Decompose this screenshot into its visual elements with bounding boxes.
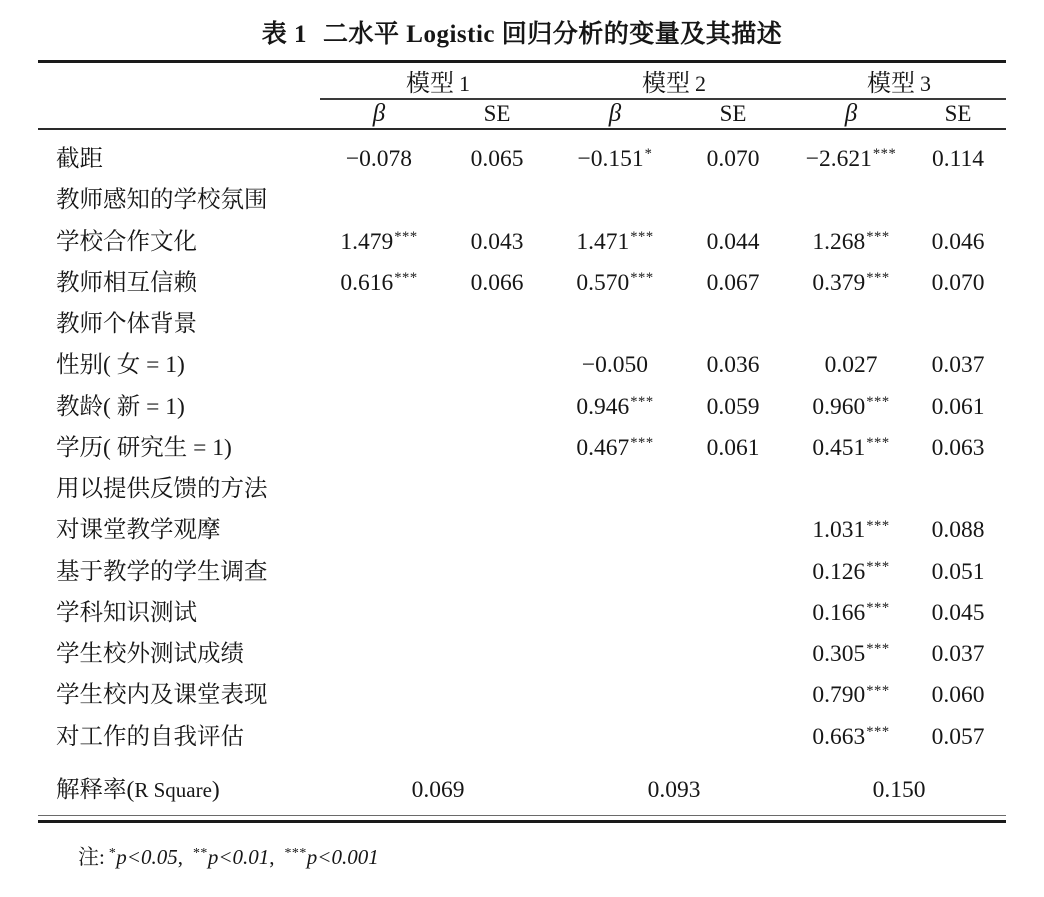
significance-stars: *** — [630, 270, 654, 287]
r-square-model-1: 0.069 — [411, 776, 465, 803]
cell-m1-beta — [320, 387, 438, 428]
table-row — [38, 717, 1006, 758]
table-bottom-rule — [38, 815, 1006, 821]
model-group-1-label: 模型 — [406, 71, 454, 97]
cell-m2-se — [674, 510, 792, 551]
r-square-model-3: 0.150 — [872, 776, 926, 803]
cell-value: 0.045 — [931, 599, 985, 626]
model-group-1-number: 1 — [459, 71, 470, 96]
cell-m1-se — [438, 180, 556, 221]
cell-m1-se — [438, 129, 556, 180]
cell-m1-beta — [320, 717, 438, 758]
row-label: 基于教学的学生调查 — [56, 558, 268, 585]
cell-m3-se — [910, 180, 1006, 221]
cell-m2-se — [674, 180, 792, 221]
cell-m1-beta — [320, 510, 438, 551]
m2-se-header: SE — [719, 101, 747, 126]
cell-m3-beta — [792, 180, 910, 221]
r-square-model-2: 0.093 — [647, 776, 701, 803]
model-group-3-number: 3 — [920, 71, 931, 96]
cell-m1-beta — [320, 552, 438, 593]
row-label: 截距 — [56, 146, 103, 172]
footnote-text: p<0.05 — [116, 844, 178, 869]
row-label: 用以提供反馈的方法 — [56, 476, 268, 502]
significance-stars: *** — [866, 435, 890, 452]
cell-m1-se — [438, 469, 556, 510]
significance-stars: *** — [866, 558, 890, 575]
cell-value: 0.046 — [931, 228, 985, 255]
cell-value: 0.063 — [931, 434, 985, 461]
cell-m2-beta — [556, 552, 674, 593]
table-row — [38, 222, 1006, 263]
cell-value: 0.305 — [812, 641, 866, 667]
cell-value: 0.467 — [576, 434, 630, 461]
cell-m1-beta — [320, 469, 438, 510]
cell-value: −0.078 — [345, 146, 413, 172]
footnote-stars: * — [108, 844, 117, 860]
cell-m3-se — [910, 675, 1006, 716]
cell-m2-beta — [556, 387, 674, 428]
significance-stars: *** — [866, 270, 890, 287]
cell-value: 1.479 — [340, 228, 394, 255]
cell-m1-se — [438, 717, 556, 758]
row-label: 教龄( 新 = 1) — [56, 393, 185, 420]
cell-m3-se — [910, 428, 1006, 469]
model-group-2 — [556, 62, 792, 99]
cell-value: 0.790 — [812, 682, 866, 709]
significance-stars: *** — [630, 393, 654, 410]
footnote-item — [193, 845, 275, 869]
cell-m1-beta — [320, 222, 438, 263]
cell-m1-se — [438, 222, 556, 263]
m1-beta-header: β — [372, 100, 386, 127]
row-label: 对工作的自我评估 — [56, 723, 244, 750]
significance-stars: *** — [394, 270, 418, 287]
significance-stars: *** — [866, 682, 890, 699]
cell-value: 0.616 — [340, 269, 394, 296]
cell-m2-beta — [556, 345, 674, 386]
cell-m2-se — [674, 593, 792, 634]
cell-m2-beta — [556, 222, 674, 263]
cell-value: 0.070 — [706, 146, 760, 172]
cell-m2-se — [674, 675, 792, 716]
cell-value: 0.043 — [470, 228, 524, 255]
cell-value: −0.050 — [581, 352, 649, 379]
cell-m1-beta — [320, 428, 438, 469]
r-square-label: 解释率(R Square) — [56, 776, 220, 803]
cell-value: 0.663 — [812, 723, 866, 750]
cell-m3-beta — [792, 222, 910, 263]
cell-value: 1.031 — [812, 517, 866, 544]
cell-value: 0.059 — [706, 393, 760, 420]
cell-value: 0.570 — [576, 269, 630, 296]
cell-m3-se — [910, 717, 1006, 758]
cell-value: 0.451 — [812, 434, 866, 461]
significance-stars: *** — [866, 228, 890, 245]
cell-m2-beta — [556, 304, 674, 345]
cell-m1-beta — [320, 593, 438, 634]
section-heading-row — [38, 304, 1006, 345]
cell-value: 0.070 — [931, 269, 985, 296]
cell-m3-se — [910, 304, 1006, 345]
cell-m2-beta — [556, 129, 674, 180]
significance-stars: *** — [866, 517, 890, 534]
cell-m3-beta — [792, 634, 910, 675]
cell-m1-se — [438, 510, 556, 551]
cell-m2-se — [674, 717, 792, 758]
empty-corner-cell — [38, 62, 320, 99]
cell-m3-beta — [792, 593, 910, 634]
m2-beta-header: β — [608, 100, 622, 127]
row-label: 教师相互信赖 — [56, 269, 197, 296]
cell-m2-se — [674, 345, 792, 386]
footnote-text: p<0.01 — [207, 844, 270, 869]
row-label: 学科知识测试 — [56, 599, 197, 626]
cell-m3-beta — [792, 263, 910, 304]
row-label: 学历( 研究生 = 1) — [56, 434, 232, 461]
page-title — [0, 0, 1044, 60]
table-number: 表 1 — [261, 21, 308, 48]
cell-m3-se — [910, 634, 1006, 675]
footnote-label: 注: — [78, 844, 105, 869]
cell-m2-se — [674, 552, 792, 593]
significance-stars: *** — [866, 723, 890, 740]
footnote-separator: , — [269, 844, 275, 869]
significance-stars: *** — [866, 641, 890, 658]
cell-m2-beta — [556, 263, 674, 304]
significance-stars: * — [644, 146, 653, 163]
significance-stars: *** — [866, 393, 890, 410]
cell-m3-se — [910, 263, 1006, 304]
cell-value: 1.268 — [812, 228, 866, 255]
table-row — [38, 510, 1006, 551]
cell-m3-beta — [792, 510, 910, 551]
cell-m3-se — [910, 510, 1006, 551]
cell-m3-beta — [792, 675, 910, 716]
significance-stars: *** — [630, 228, 654, 245]
table-row — [38, 428, 1006, 469]
cell-value: −2.621 — [805, 146, 872, 172]
regression-table — [38, 60, 1006, 823]
cell-m3-beta — [792, 717, 910, 758]
cell-m1-se — [438, 675, 556, 716]
cell-value: 0.946 — [576, 393, 630, 420]
cell-m3-se — [910, 345, 1006, 386]
cell-value: 1.471 — [576, 228, 630, 255]
cell-value: 0.166 — [812, 599, 866, 626]
model-group-1 — [320, 62, 556, 99]
table-container — [38, 60, 1006, 823]
row-label: 学校合作文化 — [56, 228, 197, 255]
cell-m3-se — [910, 387, 1006, 428]
cell-value: −0.151 — [577, 146, 644, 172]
table-row — [38, 593, 1006, 634]
table-row — [38, 552, 1006, 593]
cell-value: 0.051 — [931, 558, 985, 585]
model-group-3-label: 模型 — [867, 71, 915, 97]
table-row — [38, 634, 1006, 675]
cell-value: 0.126 — [812, 558, 866, 585]
cell-value: 0.057 — [931, 723, 985, 750]
model-group-3 — [792, 62, 1006, 99]
cell-m2-se — [674, 428, 792, 469]
footnote-stars: *** — [284, 844, 307, 860]
cell-m1-beta — [320, 345, 438, 386]
cell-value: 0.067 — [706, 269, 760, 296]
row-label: 学生校外测试成绩 — [56, 641, 244, 667]
section-heading-row — [38, 469, 1006, 510]
r-square-row — [38, 758, 1006, 816]
model-group-header-row — [38, 62, 1006, 99]
cell-value: 0.960 — [812, 393, 866, 420]
cell-m2-beta — [556, 428, 674, 469]
m3-se-header: SE — [944, 101, 972, 126]
cell-value: 0.036 — [706, 352, 760, 379]
table-row — [38, 387, 1006, 428]
cell-m2-beta — [556, 717, 674, 758]
row-label: 对课堂教学观摩 — [56, 517, 221, 544]
cell-m3-se — [910, 552, 1006, 593]
footnote-item — [109, 845, 183, 869]
cell-m1-se — [438, 428, 556, 469]
model-group-2-label: 模型 — [642, 71, 690, 97]
section-heading-row — [38, 180, 1006, 221]
cell-m3-se — [910, 222, 1006, 263]
row-label: 性别( 女 = 1) — [56, 352, 185, 379]
footnote-item — [284, 845, 378, 869]
cell-m1-beta — [320, 180, 438, 221]
cell-m3-beta — [792, 304, 910, 345]
cell-m1-beta — [320, 129, 438, 180]
footnote-text: p<0.001 — [306, 844, 379, 869]
table-row — [38, 129, 1006, 180]
row-label: 学生校内及课堂表现 — [56, 682, 268, 709]
cell-m1-se — [438, 304, 556, 345]
cell-value: 0.379 — [812, 269, 866, 296]
cell-m3-beta — [792, 552, 910, 593]
table-body — [38, 129, 1006, 758]
footnote-stars: ** — [192, 844, 208, 860]
cell-m1-beta — [320, 304, 438, 345]
row-label: 教师感知的学校氛围 — [56, 187, 268, 214]
significance-stars: *** — [872, 146, 897, 163]
cell-m1-beta — [320, 675, 438, 716]
cell-m1-se — [438, 345, 556, 386]
cell-m2-beta — [556, 593, 674, 634]
cell-value: 0.088 — [931, 517, 985, 544]
model-group-2-number: 2 — [695, 71, 706, 96]
table-row — [38, 263, 1006, 304]
cell-m3-se — [910, 593, 1006, 634]
cell-m2-se — [674, 304, 792, 345]
table-row — [38, 345, 1006, 386]
cell-m1-se — [438, 263, 556, 304]
cell-m1-beta — [320, 263, 438, 304]
cell-m3-beta — [792, 469, 910, 510]
cell-m1-se — [438, 552, 556, 593]
cell-m3-beta — [792, 129, 910, 180]
table-title-text: 二水平 Logistic 回归分析的变量及其描述 — [323, 21, 783, 48]
cell-value: 0.037 — [931, 641, 985, 667]
significance-stars: *** — [866, 600, 890, 617]
cell-m2-beta — [556, 675, 674, 716]
cell-value: 0.114 — [931, 146, 984, 172]
cell-m2-se — [674, 469, 792, 510]
row-label: 教师个体背景 — [56, 311, 197, 337]
cell-m2-beta — [556, 510, 674, 551]
cell-m3-beta — [792, 428, 910, 469]
cell-m1-se — [438, 593, 556, 634]
cell-m2-beta — [556, 634, 674, 675]
cell-value: 0.044 — [706, 228, 760, 255]
cell-m2-beta — [556, 180, 674, 221]
cell-m1-se — [438, 634, 556, 675]
cell-value: 0.060 — [931, 682, 985, 709]
significance-stars: *** — [630, 435, 654, 452]
table-footnote — [38, 841, 1006, 871]
variable-column-header — [38, 99, 320, 128]
footnote-separator: , — [177, 844, 183, 869]
footnote-items — [109, 845, 389, 869]
cell-m3-beta — [792, 387, 910, 428]
cell-value: 0.061 — [931, 393, 985, 420]
table-row — [38, 675, 1006, 716]
cell-value: 0.027 — [824, 352, 878, 379]
m1-se-header: SE — [483, 101, 511, 126]
cell-value: 0.037 — [931, 352, 985, 379]
cell-value: 0.066 — [470, 269, 524, 296]
cell-m2-se — [674, 387, 792, 428]
cell-m2-se — [674, 634, 792, 675]
cell-value: 0.065 — [470, 146, 524, 172]
cell-m2-se — [674, 263, 792, 304]
m3-beta-header: β — [844, 100, 858, 127]
cell-value: 0.061 — [706, 434, 760, 461]
column-subheader-row — [38, 99, 1006, 128]
cell-m2-beta — [556, 469, 674, 510]
cell-m1-beta — [320, 634, 438, 675]
cell-m2-se — [674, 222, 792, 263]
cell-m2-se — [674, 129, 792, 180]
significance-stars: *** — [394, 228, 418, 245]
cell-m3-beta — [792, 345, 910, 386]
cell-m3-se — [910, 469, 1006, 510]
cell-m3-se — [910, 129, 1006, 180]
cell-m1-se — [438, 387, 556, 428]
